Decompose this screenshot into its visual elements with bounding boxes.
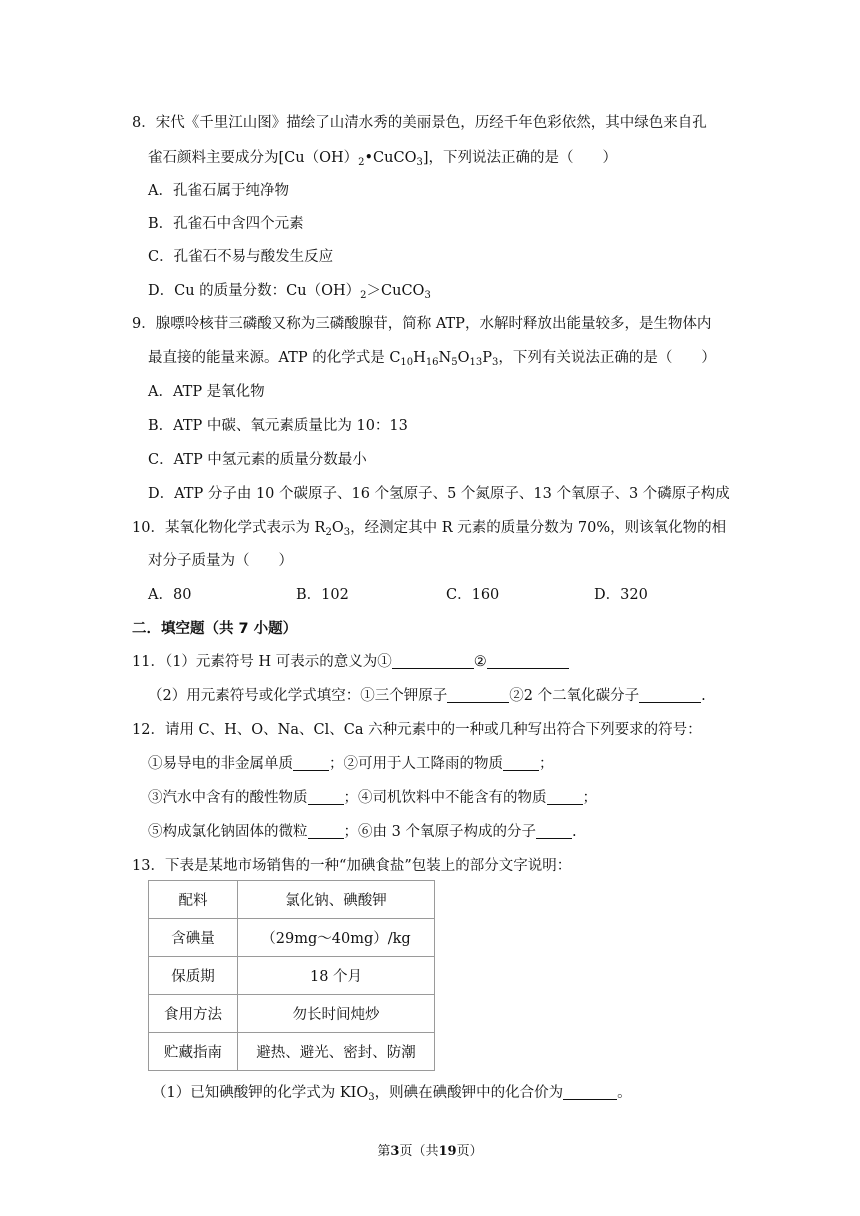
iodized-salt-table xyxy=(148,880,435,1071)
q8-option-c: C．孔雀石不易与酸发生反应 xyxy=(148,249,334,265)
answer-blank[interactable] xyxy=(392,653,474,669)
table-row xyxy=(149,1033,435,1071)
answer-blank[interactable] xyxy=(503,755,539,771)
q11-line2: （2）用元素符号或化学式填空：①三个钾原子 ②2 个二氧化碳分子 . xyxy=(148,688,706,704)
q8-line2: 雀石颜料主要成分为$[Cu(OH)_2•CuCO_3]$，下列说法正确的是（ ） xyxy=(148,150,617,168)
q13-line1: 13．下表是某地市场销售的一种“加碘食盐”包装上的部分文字说明： xyxy=(132,858,572,874)
table-value-cell: 18 个月 xyxy=(238,957,435,995)
answer-blank[interactable] xyxy=(536,823,572,839)
table-row xyxy=(149,995,435,1033)
table-value-cell: 避热、避光、密封、防潮 xyxy=(238,1033,435,1071)
table-value-cell: （29mg～40mg）/kg xyxy=(238,919,435,957)
answer-blank[interactable] xyxy=(308,789,344,805)
q10-line2: 对分子质量为（ ） xyxy=(148,553,293,569)
table-value-cell: 勿长时间炖炒 xyxy=(238,995,435,1033)
table-row xyxy=(149,881,435,919)
q10-option-c: C．160 xyxy=(446,587,500,603)
q8-option-a: A．孔雀石属于纯净物 xyxy=(148,183,289,199)
table-value-cell: 氯化钠、碘酸钾 xyxy=(238,881,435,919)
q10-option-b: B．102 xyxy=(296,587,349,603)
table-key-cell: 贮藏指南 xyxy=(149,1033,238,1071)
answer-blank[interactable] xyxy=(447,687,509,703)
q9-line1: 9．腺嘌呤核苷三磷酸又称为三磷酸腺苷，简称 ATP，水解时释放出能量较多，是生物体内 xyxy=(132,316,712,332)
q12-row2: ③汽水中含有的酸性物质 ；④司机饮料中不能含有的物质 ； xyxy=(148,790,597,806)
answer-blank[interactable] xyxy=(308,823,344,839)
q9-option-c: C．ATP 中氢元素的质量分数最小 xyxy=(148,452,367,468)
table-row xyxy=(149,957,435,995)
answer-blank[interactable] xyxy=(293,755,329,771)
q12-row1: ①易导电的非金属单质 ；②可用于人工降雨的物质 ； xyxy=(148,756,554,772)
q9-option-a: A．ATP 是氧化物 xyxy=(148,384,265,400)
q10-line1: 10．某氧化物化学式表示为 $R_2O_3$，经测定其中 R 元素的质量分数为 70%，则该氧化物的相 xyxy=(132,520,727,538)
answer-blank[interactable] xyxy=(563,1084,617,1100)
section-heading-fill-in: 二．填空题（共 7 小题） xyxy=(132,621,298,637)
q9-option-b: B．ATP 中碳、氧元素质量比为 10：13 xyxy=(148,418,408,434)
q13-sub1: （1）已知碘酸钾的化学式为 $KIO_3$，则碘在碘酸钾中的化合价为 。 xyxy=(152,1085,632,1103)
q8-option-d: D．Cu 的质量分数：$Cu(OH)_2>CuCO_3$ xyxy=(148,283,431,301)
table-key-cell: 配料 xyxy=(149,881,238,919)
q8-line1: 8．宋代《千里江山图》描绘了山清水秀的美丽景色，历经千年色彩依然，其中绿色来自孔 xyxy=(132,115,707,131)
q9-option-d: D．ATP 分子由 10 个碳原子、16 个氢原子、5 个氮原子、13 个氧原子、3 个磷原子构成 xyxy=(148,486,730,502)
table-key-cell: 保质期 xyxy=(149,957,238,995)
q12-line1: 12．请用 C、H、O、Na、Cl、Ca 六种元素中的一种或几种写出符合下列要求的符号： xyxy=(132,722,702,738)
answer-blank[interactable] xyxy=(487,653,569,669)
q12-row3: ⑤构成氯化钠固体的微粒 ；⑥由 3 个氧原子构成的分子 . xyxy=(148,824,577,840)
q10-option-d: D．320 xyxy=(594,587,648,603)
answer-blank[interactable] xyxy=(639,687,701,703)
page-footer: 第3页（共19页） xyxy=(377,1144,483,1159)
q10-option-a: A．80 xyxy=(148,587,192,603)
q8-option-b: B．孔雀石中含四个元素 xyxy=(148,216,304,232)
q9-line2: 最直接的能量来源。ATP 的化学式是 $C_{10}H_{16}N_5O_{13}P_3$，下列有关说法正确的是（ ） xyxy=(148,350,716,368)
answer-blank[interactable] xyxy=(547,789,583,805)
q11-line1: 11．（1）元素符号 H 可表示的意义为① ② xyxy=(132,652,569,672)
table-key-cell: 含碘量 xyxy=(149,919,238,957)
table-key-cell: 食用方法 xyxy=(149,995,238,1033)
table-row xyxy=(149,919,435,957)
